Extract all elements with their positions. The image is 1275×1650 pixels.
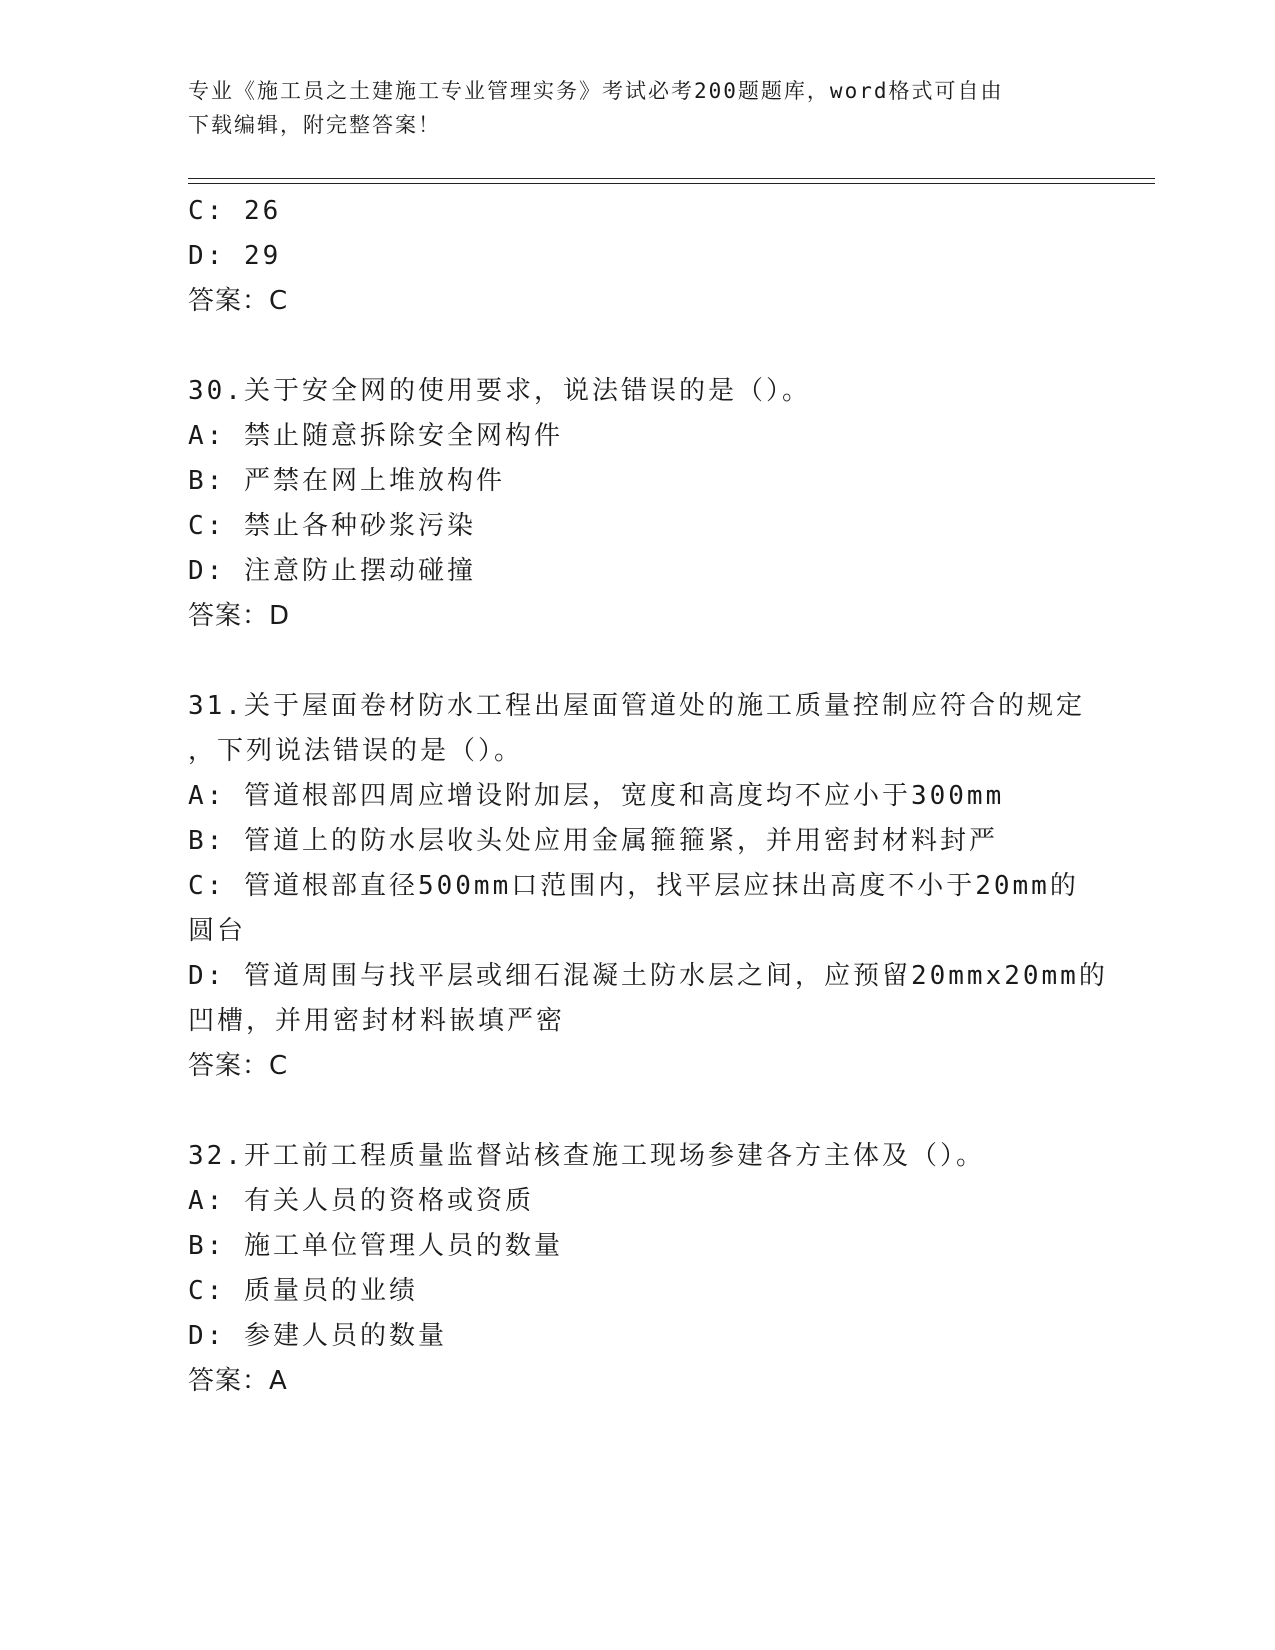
q31-question-line-1: 31.关于屋面卷材防水工程出屋面管道处的施工质量控制应符合的规定 [188,691,1085,721]
q30-option-d: D: 注意防止摆动碰撞 [188,556,476,586]
q29-answer: 答案：C [188,286,289,316]
q29-option-c: C: 26 [188,196,282,226]
header-line-2: 下载编辑，附完整答案！ [188,113,441,137]
q30-option-a: A: 禁止随意拆除安全网构件 [188,421,563,451]
q30-option-c: C: 禁止各种砂浆污染 [188,511,476,541]
q29-option-d: D: 29 [188,241,282,271]
q31-option-d-line-2: 凹槽，并用密封材料嵌填严密 [188,1006,566,1036]
q32-option-b: B: 施工单位管理人员的数量 [188,1231,563,1261]
q30-option-b: B: 严禁在网上堆放构件 [188,466,505,496]
q31-option-d-line-1: D: 管道周围与找平层或细石混凝土防水层之间，应预留20mmx20mm的 [188,961,1108,991]
q32-answer: 答案：A [188,1366,288,1396]
header-divider-bottom [188,183,1155,184]
q32-option-d: D: 参建人员的数量 [188,1321,447,1351]
header-line-1: 专业《施工员之土建施工专业管理实务》考试必考200题题库，word格式可自由 [188,79,1004,103]
q31-question-line-2: ，下列说法错误的是（）。 [188,736,524,766]
q30-question: 30.关于安全网的使用要求，说法错误的是（）。 [188,376,811,406]
q32-question: 32.开工前工程质量监督站核查施工现场参建各方主体及（）。 [188,1141,985,1171]
q30-answer: 答案：D [188,601,291,631]
q31-answer: 答案：C [188,1051,289,1081]
q32-option-c: C: 质量员的业绩 [188,1276,418,1306]
document-header [188,74,1068,142]
q31-option-b: B: 管道上的防水层收头处应用金属箍箍紧，并用密封材料封严 [188,826,998,856]
q31-option-c-line-1: C: 管道根部直径500mm口范围内，找平层应抹出高度不小于20mm的 [188,871,1079,901]
q31-option-a: A: 管道根部四周应增设附加层，宽度和高度均不应小于300mm [188,781,1005,811]
q32-option-a: A: 有关人员的资格或资质 [188,1186,534,1216]
header-divider-top [188,178,1155,179]
q31-option-c-line-2: 圆台 [188,916,247,946]
